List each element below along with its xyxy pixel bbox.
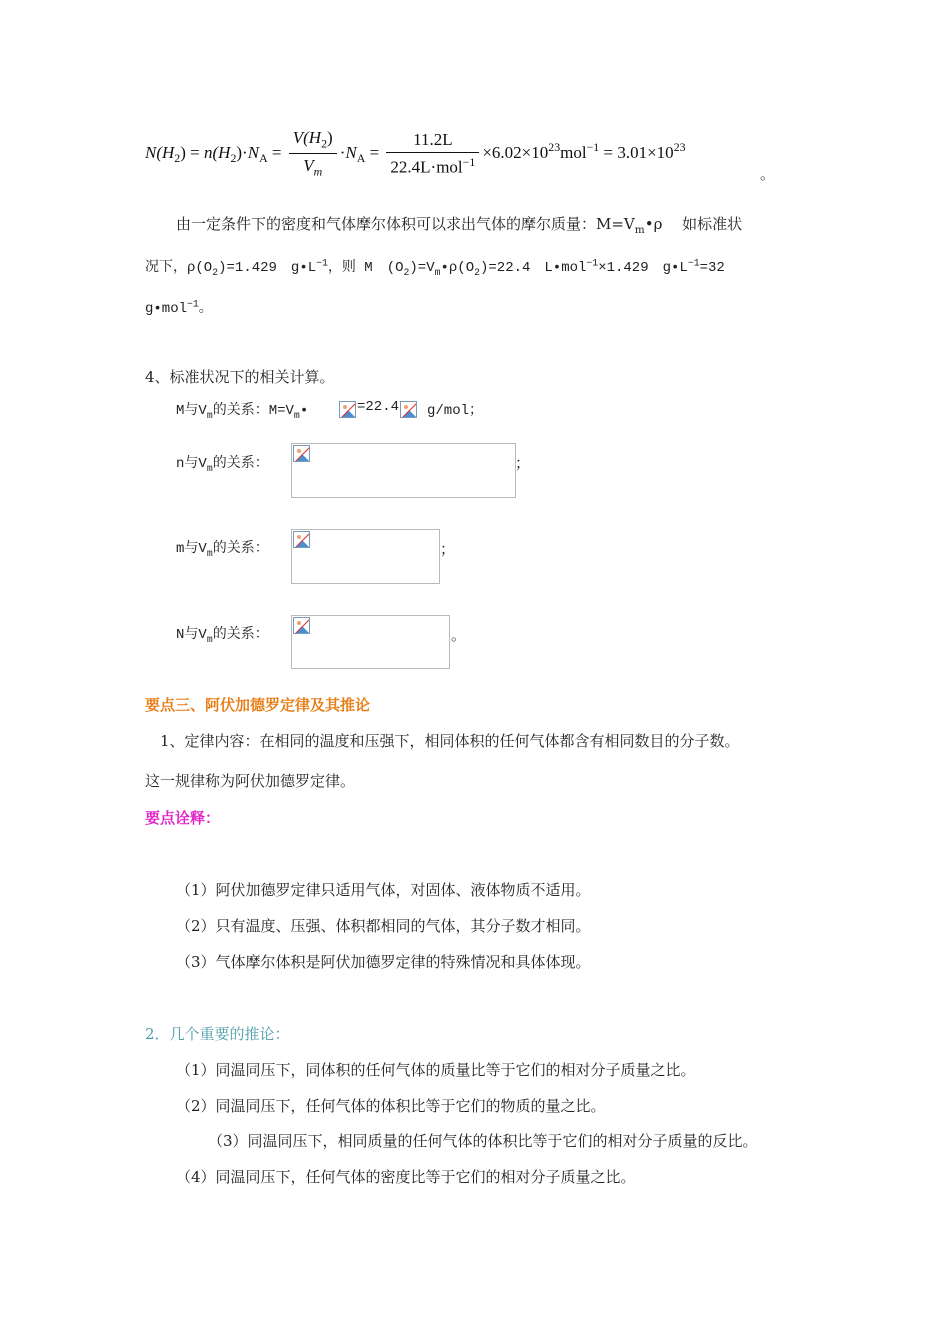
note-item: （1）阿伏加德罗定律只适用气体，对固体、液体物质不适用。 — [176, 881, 591, 899]
law-name: 这一规律称为阿伏加德罗定律。 — [145, 772, 356, 790]
para1-line1: 由一定条件下的密度和气体摩尔体积可以求出气体的摩尔质量：$M=V_m•\rho$ 如标准状 — [176, 215, 743, 236]
mm-vm-relation: m与$V_m$的关系： — [176, 541, 269, 559]
n-relation-image — [291, 443, 516, 498]
N-relation-image — [291, 615, 450, 669]
formula-mult: ×6.02×10 — [482, 142, 549, 162]
formula-n-term: n(H — [203, 142, 231, 162]
point3-heading: 要点三、阿伏加德罗定律及其推论 — [145, 696, 371, 714]
inference-item: （3）同温同压下，相同质量的任何气体的体积比等于它们的相对分子质量的反比。 — [208, 1132, 758, 1150]
N-vm-relation: N与$V_m$的关系： — [176, 627, 269, 645]
explain-heading: 要点诠释： — [145, 809, 221, 827]
para1-line3: g•mol$^{-1}$。 — [145, 298, 213, 317]
inference-item: （4）同温同压下，任何气体的密度比等于它们的相对分子质量之比。 — [176, 1168, 636, 1186]
m-vm-value: =22.4 — [357, 399, 400, 415]
m-vm-unit: g/mol； — [427, 403, 484, 419]
formula-lhs: N(H — [145, 142, 175, 162]
inference-item: （2）同温同压下，任何气体的体积比等于它们的物质的量之比。 — [176, 1097, 606, 1115]
m-relation-image — [291, 529, 440, 584]
formula-result: = 3.01×10 — [603, 142, 674, 162]
para1-line2: 况下，$\rho(O_2)=1.429$ $g•L^{-1}$，则 M $(O_2)=V_m•\rho(O_2)=22.4$ L•mol$^{-1}$×1.429 $g•L^{-1}=32$ — [145, 257, 725, 278]
inferences-heading: 2．几个重要的推论： — [145, 1025, 290, 1043]
inference-item: （1）同温同压下，同体积的任何气体的质量比等于它们的相对分子质量之比。 — [176, 1061, 696, 1079]
formula-fraction-2: $\frac{11.2L}{22.4L\cdot mol^{-1}}$ — [386, 130, 479, 178]
n-relation-end: ； — [515, 454, 531, 472]
broken-image-icon — [339, 401, 356, 418]
n-vm-relation: n与$V_m$的关系： — [176, 456, 269, 474]
m-relation-end: ； — [440, 540, 456, 558]
section4-heading: 4、标准状况下的相关计算。 — [145, 368, 335, 386]
N-relation-end: 。 — [451, 626, 467, 644]
broken-image-icon — [293, 445, 310, 462]
formula-line: $N(H_2) = n(H_2)\cdot N_A$ = $\frac{V(H_2)}{V_m}$ $\cdot N_A$ = $\frac{11.2L}{22.4L\cdot mol^{-1}}$ $\times 6.02\times 10^{23}mol^{-1} = 3.01\times 10^{23}$ — [145, 128, 686, 179]
formula-na: N — [247, 142, 260, 162]
m-vm-relation: M与$V_m$的关系：$M=V_m•$ — [176, 403, 309, 421]
formula-period: 。 — [760, 165, 776, 183]
broken-image-icon — [293, 617, 310, 634]
note-item: （2）只有温度、压强、体积都相同的气体，其分子数才相同。 — [176, 917, 591, 935]
formula-fraction-1: $\frac{V(H_2)}{V_m}$ — [289, 128, 337, 180]
law-content: 1、定律内容：在相同的温度和压强下，相同体积的任何气体都含有相同数目的分子数。 — [160, 732, 740, 750]
broken-image-icon — [293, 531, 310, 548]
broken-image-icon — [400, 401, 417, 418]
note-item: （3）气体摩尔体积是阿伏加德罗定律的特殊情况和具体体现。 — [176, 953, 591, 971]
